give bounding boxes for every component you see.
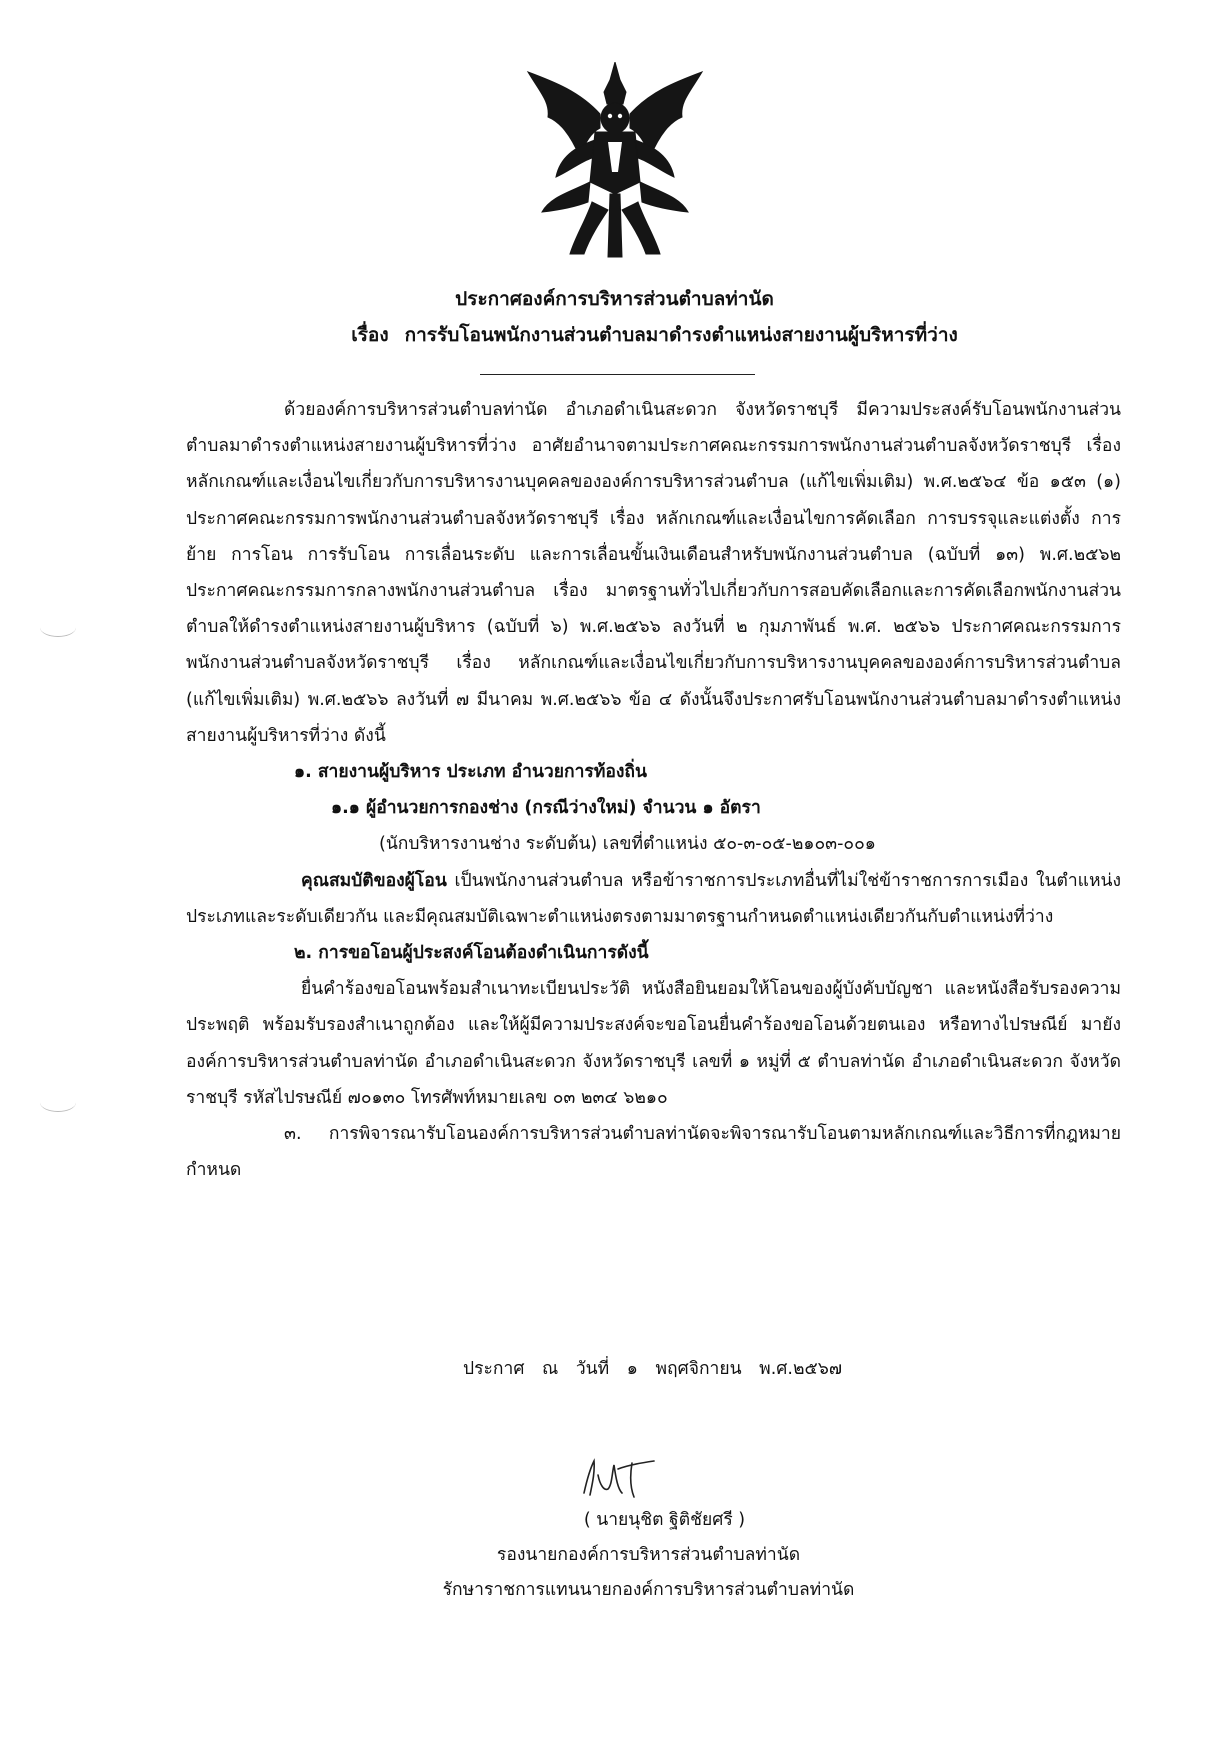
at-word: ณ bbox=[542, 1359, 559, 1379]
section-1-1-title: ๑.๑ ผู้อำนวยการกองช่าง (กรณีว่างใหม่) จำนวน ๑ อัตรา bbox=[331, 798, 761, 819]
signer-name: ( นายนุชิต ฐิติชัยศรี ) bbox=[583, 1510, 746, 1530]
signature-icon bbox=[578, 1455, 658, 1503]
announcement-body bbox=[186, 392, 1121, 1188]
announcement-subject bbox=[40, 320, 1229, 350]
garuda-emblem-icon bbox=[520, 62, 710, 262]
section-1-1-position: (นักบริหารงานช่าง ระดับต้น) เลขที่ตำแหน่ง ๕๐-๓-๐๕-๒๑๐๓-๐๐๑ bbox=[379, 834, 876, 855]
scan-hole-mark bbox=[40, 618, 76, 637]
day-value: ๑ bbox=[626, 1359, 638, 1379]
intro-paragraph: ด้วยองค์การบริหารส่วนตำบลท่านัด อำเภอดำเนินสะดวก จังหวัดราชบุรี มีความประสงค์รับโอนพนักงานส่วนตำบลมาดำรงตำแหน่งสายงานผู้บริหารที่ว่าง อาศัยอำนาจตามประกาศคณะกรรมการพนักงานส่วนตำบลจังหวัดราชบุรี เรื่อง หลักเกณฑ์และเงื่อนไขเกี่ยวกับการบริหารงานบุคคลขององค์การบริหารส่วนตำบล (แก้ไขเพิ่มเติม) พ.ศ.๒๕๖๔ ข้อ ๑๕๓ (๑) ประกาศคณะกรรมการพนักงานส่วนตำบลจังหวัดราชบุรี เรื่อง หลักเกณฑ์และเงื่อนไขการคัดเลือก การบรรจุและแต่งตั้ง การย้าย การโอน การรับโอน การเลื่อนระดับ และการเลื่อนขั้นเงินเดือนสำหรับพนักงานส่วนตำบล (ฉบับที่ ๑๓) พ.ศ.๒๕๖๒ ประกาศคณะกรรมการกลางพนักงานส่วนตำบล เรื่อง มาตรฐานทั่วไปเกี่ยวกับการสอบคัดเลือกและการคัดเลือกพนักงานส่วนตำบลให้ดำรงตำแหน่งสายงานผู้บริหาร (ฉบับที่ ๖) พ.ศ.๒๕๖๖ ลงวันที่ ๒ กุมภาพันธ์ พ.ศ. ๒๕๖๖ ประกาศคณะกรรมการพนักงานส่วนตำบลจังหวัดราชบุรี เรื่อง หลักเกณฑ์และเงื่อนไขเกี่ยวกับการบริหารงานบุคคลขององค์การบริหารส่วนตำบล (แก้ไขเพิ่มเติม) พ.ศ.๒๕๖๖ ลงวันที่ ๗ มีนาคม พ.ศ.๒๕๖๖ ข้อ ๔ ดังนั้นจึงประกาศรับโอนพนักงานส่วนตำบลมาดำรงตำแหน่งสายงานผู้บริหารที่ว่าง ดังนี้ bbox=[186, 400, 1121, 746]
month-value: พฤศจิกายน bbox=[655, 1359, 742, 1379]
qualification-paragraph bbox=[186, 863, 1121, 935]
subject-label: เรื่อง bbox=[351, 324, 389, 346]
subject-text: การรับโอนพนักงานส่วนตำบลมาดำรงตำแหน่งสายงานผู้บริหารที่ว่าง bbox=[404, 324, 958, 346]
section-1-title: ๑. สายงานผู้บริหาร ประเภท อำนวยการท้องถิ่น bbox=[294, 762, 647, 783]
year-value: พ.ศ.๒๕๖๗ bbox=[759, 1359, 842, 1379]
announce-word: ประกาศ bbox=[463, 1359, 525, 1379]
announcement-date bbox=[463, 1354, 854, 1382]
section-2-title: ๒. การขอโอนผู้ประสงค์โอนต้องดำเนินการดังนี้ bbox=[294, 943, 649, 964]
qualification-label: คุณสมบัติของผู้โอน bbox=[301, 870, 447, 891]
announcement-title: ประกาศองค์การบริหารส่วนตำบลท่านัด bbox=[455, 288, 774, 310]
scan-hole-mark bbox=[40, 1093, 76, 1112]
title-divider bbox=[480, 374, 755, 375]
qualification-text: เป็นพนักงานส่วนตำบล หรือข้าราชการประเภทอื่นที่ไม่ใช่ข้าราชการการเมือง ในตำแหน่งประเภทและระดับเดียวกัน และมีคุณสมบัติเฉพาะตำแหน่งตรงตามมาตรฐานกำหนดตำแหน่งเดียวกันกับตำแหน่งที่ว่าง bbox=[186, 870, 1121, 927]
section-2-paragraph: ยื่นคำร้องขอโอนพร้อมสำเนาทะเบียนประวัติ หนังสือยินยอมให้โอนของผู้บังคับบัญชา และหนังสือรับรองความประพฤติ พร้อมรับรองสำเนาถูกต้อง และให้ผู้มีความประสงค์จะขอโอนยื่นคำร้องขอโอนด้วยตนเอง หรือทางไปรษณีย์ มายังองค์การบริหารส่วนตำบลท่านัด อำเภอดำเนินสะดวก จังหวัดราชบุรี เลขที่ ๑ หมู่ที่ ๕ ตำบลท่านัด อำเภอดำเนินสะดวก จังหวัดราชบุรี รหัสไปรษณีย์ ๗๐๑๓๐ โทรศัพท์หมายเลข ๐๓ ๒๓๔ ๖๒๑๐ bbox=[186, 979, 1121, 1108]
day-label: วันที่ bbox=[575, 1359, 610, 1379]
signer-title-2: รักษาราชการแทนนายกองค์การบริหารส่วนตำบลท่านัด bbox=[442, 1580, 855, 1600]
signer-title-1: รองนายกองค์การบริหารส่วนตำบลท่านัด bbox=[496, 1545, 801, 1565]
section-3-paragraph: ๓. การพิจารณารับโอนองค์การบริหารส่วนตำบลท่านัดจะพิจารณารับโอนตามหลักเกณฑ์และวิธีการที่กฎหมายกำหนด bbox=[186, 1124, 1121, 1181]
